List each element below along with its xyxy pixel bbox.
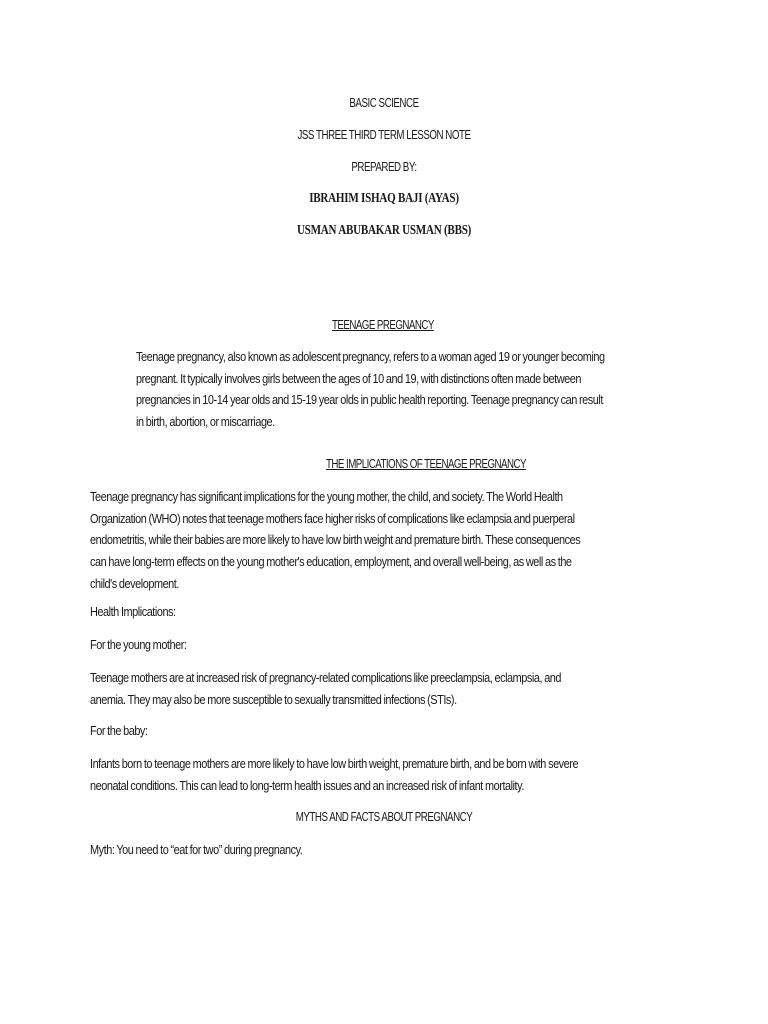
subject-title: BASIC SCIENCE: [349, 96, 419, 110]
young-mother-label: For the young mother:: [90, 637, 187, 652]
baby-paragraph: [90, 753, 671, 796]
paragraph-line: pregnant. It typically involves girls between the ages of 10 and 19, with distinctions often made between: [136, 370, 581, 386]
paragraph-line: Teenage mothers are at increased risk of pregnancy-related complications like preeclampsia, eclampsia, and: [90, 670, 562, 685]
author-name-2: USMAN ABUBAKAR USMAN (BBS): [296, 222, 472, 237]
author-name-1: IBRAHIM ISHAQ BAJI (AYAS): [309, 190, 459, 205]
paragraph-line: anemia. They may also be more susceptible to sexually transmitted infections (STIs).: [90, 691, 457, 707]
paragraph-line: Teenage pregnancy has significant implications for the young mother, the child, and society. The World Health: [90, 489, 563, 504]
implications-paragraph: [90, 486, 674, 595]
implications-heading: THE IMPLICATIONS OF TEENAGE PREGNANCY: [326, 457, 526, 471]
paragraph-line: can have long-term effects on the young mother's education, employment, and overall well-being, as well as the: [90, 554, 572, 570]
health-implications-label: Health Implications:: [90, 604, 176, 619]
paragraph-line: Organization (WHO) notes that teenage mothers face higher risks of complications like eclampsia and puerperal: [90, 510, 575, 526]
baby-label: For the baby:: [90, 723, 148, 738]
myths-facts-heading: MYTHS AND FACTS ABOUT PREGNANCY: [295, 810, 473, 824]
paragraph-line: Teenage pregnancy, also known as adolescent pregnancy, refers to a woman aged 19 or younger becoming: [136, 349, 605, 364]
paragraph-line: endometritis, while their babies are more likely to have low birth weight and premature birth. These consequences: [90, 532, 581, 548]
paragraph-line: neonatal conditions. This can lead to long-term health issues and an increased risk of infant mortality.: [90, 777, 524, 793]
young-mother-paragraph: [90, 667, 651, 710]
myth-line: Myth: You need to “eat for two” during pregnancy.: [90, 842, 303, 857]
teenage-pregnancy-heading: TEENAGE PREGNANCY: [332, 318, 434, 332]
teenage-pregnancy-paragraph: [136, 346, 694, 433]
term-title: JSS THREE THIRD TERM LESSON NOTE: [297, 128, 471, 142]
paragraph-line: Infants born to teenage mothers are more likely to have low birth weight, premature birth, and be born with severe: [90, 756, 579, 771]
paragraph-line: in birth, abortion, or miscarriage.: [136, 414, 275, 430]
paragraph-line: pregnancies in 10-14 year olds and 15-19 year olds in public health reporting. Teenage pregnancy can result: [136, 392, 603, 408]
prepared-by-label: PREPARED BY:: [351, 160, 417, 174]
paragraph-line: child's development.: [90, 575, 179, 591]
